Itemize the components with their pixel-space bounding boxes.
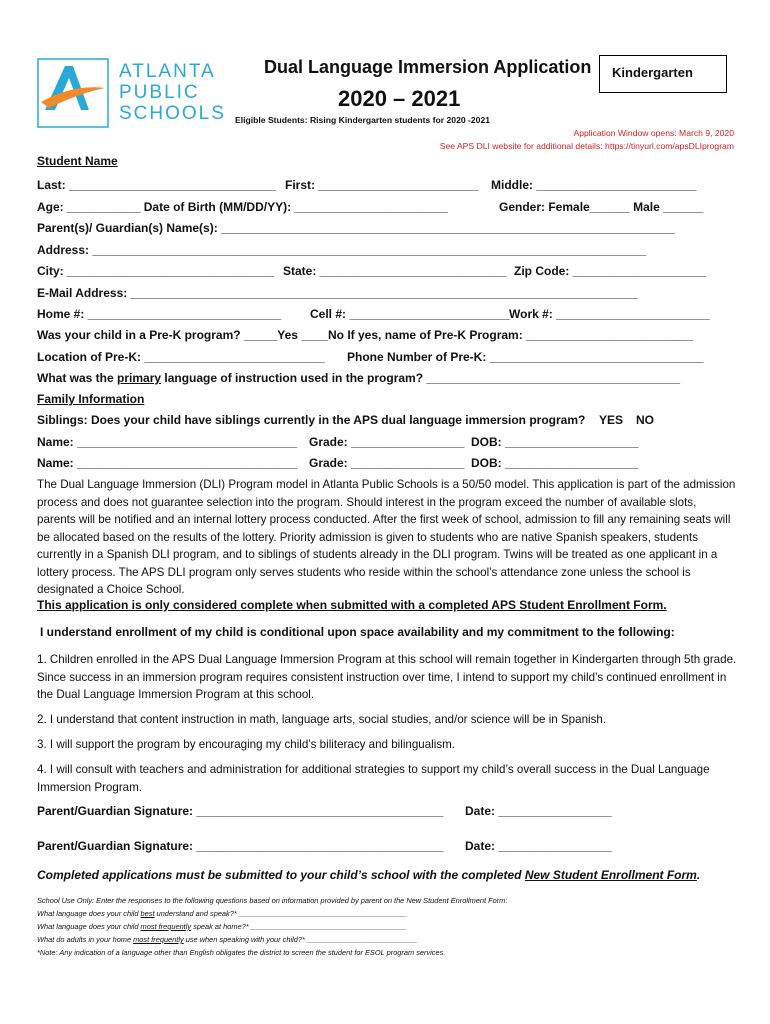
submission-note-link: New Student Enrollment Form — [524, 868, 697, 882]
first-name-field[interactable]: First: ________________________ — [285, 178, 479, 192]
prek-location-field[interactable]: Location of Pre-K: ___________________________ — [37, 350, 325, 364]
sibling2-dob-field[interactable]: DOB: ____________________ — [471, 456, 639, 470]
school-use-q1-underlined: best — [140, 909, 155, 918]
school-year: 2020 – 2021 — [338, 86, 461, 111]
dli-website: See APS DLI website for additional details: https://tinyurl.com/apsDLIprogram — [439, 141, 734, 151]
school-use-q2[interactable] — [37, 922, 407, 931]
address-field[interactable]: Address: ___________________________________________________________________________________ — [37, 243, 647, 257]
last-name-field[interactable]: Last: _______________________________ — [37, 178, 276, 192]
prek-phone-field[interactable]: Phone Number of Pre-K: ________________________________ — [347, 350, 704, 364]
grade-label: Kindergarten — [612, 65, 693, 80]
student-name-heading: Student Name — [37, 154, 118, 168]
city-field[interactable]: City: _______________________________ — [37, 264, 274, 278]
school-use-q1[interactable] — [37, 909, 407, 918]
sibling2-grade-field[interactable]: Grade: _________________ — [309, 456, 465, 470]
date-field-2[interactable]: Date: _________________ — [465, 839, 612, 853]
work-phone-field[interactable]: Work #: _______________________ — [509, 307, 710, 321]
submission-note-post: . — [696, 868, 701, 882]
school-use-q3-underlined: most frequently — [133, 935, 184, 944]
primary-language-underlined: primary — [117, 371, 162, 385]
program-description: The Dual Language Immersion (DLI) Program model in Atlanta Public Schools is a 50/50 model. This application is part of the admission process and does not guarantee selection into the program. Should interest in the program exceed the number of available slots, parents will be notified and an internal lottery process conducted. After the first week of school, admission to fill any remaining seats will be allocated based on the results of the lottery. Priority admission is given to students who are native Spanish speakers, students currently in a Spanish DLI program, and to siblings of students already in the DLI program. Twins will be treated as one applicant in a lottery process. The APS DLI program only serves students who reside within the school’s attendance zone unless the school is designated a Choice School. — [37, 478, 736, 596]
school-use-q3-post: use when speaking with your child?* ___________________________ — [183, 935, 418, 944]
gender-field[interactable]: Gender: Female______ Male ______ — [499, 200, 704, 214]
esol-note: *Note: Any indication of a language other than English obligates the district to screen the student for ESOL program services. — [37, 948, 446, 957]
aps-logo — [37, 58, 226, 128]
commitment-item-3: 3. I will support the program by encouraging my child’s biliteracy and bilingualism. — [37, 738, 456, 751]
understand-statement: I understand enrollment of my child is conditional upon space availability and my commitment to the following: — [40, 625, 675, 639]
home-phone-field[interactable]: Home #: _____________________________ — [37, 307, 282, 321]
school-use-q1-pre: What language does your child — [37, 909, 141, 918]
primary-language-question[interactable] — [37, 371, 680, 385]
sibling1-grade-field[interactable]: Grade: _________________ — [309, 435, 465, 449]
logo-word-atlanta: ATLANTA — [119, 61, 216, 82]
siblings-yes-option[interactable]: YES — [599, 413, 624, 427]
logo-word-public: PUBLIC — [119, 82, 200, 103]
prek-question[interactable]: Was your child in a Pre-K program? _____Yes ____No If yes, name of Pre-K Program: _________________________ — [37, 328, 693, 342]
logo-word-schools: SCHOOLS — [119, 103, 226, 124]
cell-phone-field[interactable]: Cell #: ________________________ — [310, 307, 510, 321]
sibling1-dob-field[interactable]: DOB: ____________________ — [471, 435, 639, 449]
commitment-item-2: 2. I understand that content instruction in math, language arts, social studies, and/or science will be in Spanish. — [37, 713, 607, 726]
application-window: Application Window opens: March 9, 2020 — [573, 128, 734, 138]
school-use-q1-post: understand and speak?* _________________________________________ — [154, 909, 408, 918]
email-field[interactable]: E-Mail Address: ____________________________________________________________________________ — [37, 286, 638, 300]
primary-language-post: language of instruction used in the program? ______________________________________ — [161, 371, 680, 385]
grade-box — [599, 55, 727, 93]
signature-field-1[interactable]: Parent/Guardian Signature: _____________________________________ — [37, 804, 444, 818]
aps-a-emblem-icon — [37, 58, 109, 128]
school-use-q3[interactable] — [37, 935, 418, 944]
school-use-q3-pre: What do adults in your home — [37, 935, 134, 944]
eligible-students: Eligible Students: Rising Kindergarten students for 2020 -2021 — [235, 115, 491, 125]
date-field-1[interactable]: Date: _________________ — [465, 804, 612, 818]
complete-note: This application is only considered complete when submitted with a completed APS Student Enrollment Form. — [37, 598, 667, 612]
siblings-question: Siblings: Does your child have siblings currently in the APS dual language immersion program? — [37, 413, 586, 427]
zip-field[interactable]: Zip Code: ____________________ — [514, 264, 707, 278]
sibling1-name-field[interactable]: Name: _________________________________ — [37, 435, 298, 449]
submission-note-pre: Completed applications must be submitted to your child’s school with the completed — [37, 868, 525, 882]
primary-language-pre: What was the — [37, 371, 118, 385]
commitment-item-1: 1. Children enrolled in the APS Dual Language Immersion Program at this school will remain together in Kindergarten through 5th grade. Since success in an immersion program requires consistent instruction over time, I intend to support my child’s continued enrollment in the Dual Language Immersion Program at this school. — [37, 653, 737, 701]
siblings-no-option[interactable]: NO — [636, 413, 654, 427]
school-use-intro: School Use Only: Enter the responses to the following questions based on information provided by parent on the New Student Enrollment Form: — [37, 896, 508, 905]
commitment-item-4: 4. I will consult with teachers and administration for additional strategies to support my child’s overall success in the Dual Language Immersion Program. — [37, 763, 710, 794]
state-field[interactable]: State: ____________________________ — [283, 264, 507, 278]
school-use-q2-post: speak at home?* ______________________________________ — [191, 922, 407, 931]
signature-field-2[interactable]: Parent/Guardian Signature: _____________________________________ — [37, 839, 444, 853]
sibling2-name-field[interactable]: Name: _________________________________ — [37, 456, 298, 470]
family-info-heading: Family Information — [37, 392, 145, 406]
parents-field[interactable]: Parent(s)/ Guardian(s) Name(s): ____________________________________________________________________ — [37, 221, 675, 235]
age-dob-field[interactable]: Age: ___________ Date of Birth (MM/DD/YY): _______________________ — [37, 200, 448, 214]
submission-note — [37, 868, 700, 882]
school-use-q2-underlined: most frequently — [140, 922, 192, 931]
middle-name-field[interactable]: Middle: ________________________ — [491, 178, 697, 192]
form-title: Dual Language Immersion Application — [264, 57, 592, 77]
school-use-q2-pre: What language does your child — [37, 922, 141, 931]
